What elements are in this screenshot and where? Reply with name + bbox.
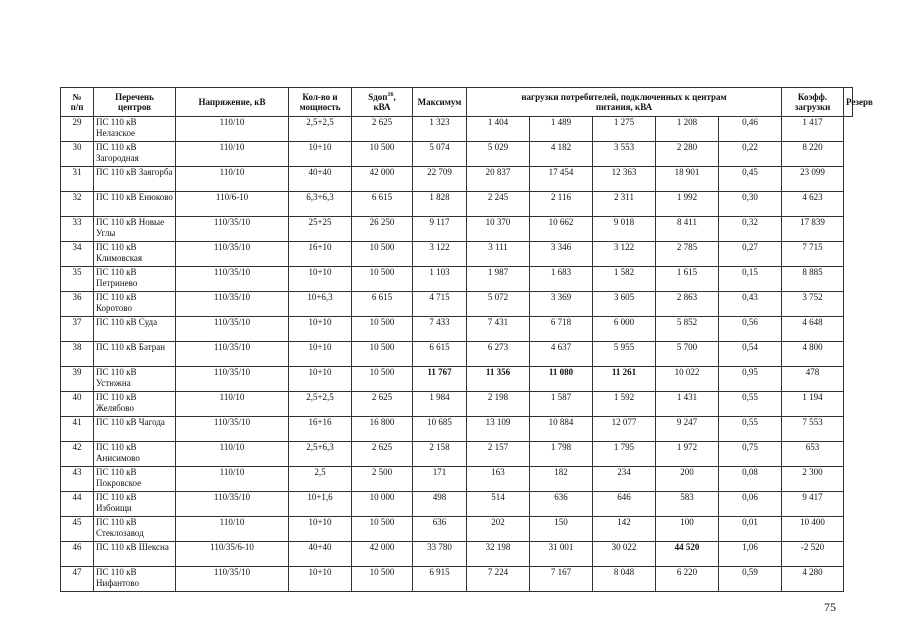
cell-max-load: 22 709 (413, 167, 467, 192)
table-row (61, 467, 853, 492)
cell-voltage: 110/35/10 (176, 417, 289, 442)
cell-max-load: 202 (467, 517, 530, 542)
cell-max-load: 3 605 (593, 292, 656, 317)
cell-sdop: 2 625 (352, 442, 413, 467)
cell-max-load: 2 116 (530, 192, 593, 217)
cell-coef: 0,01 (719, 517, 782, 542)
cell-max-load: 32 198 (467, 542, 530, 567)
cell-max-load: 5 072 (467, 292, 530, 317)
cell-name: ПС 110 кВ Коротово (94, 292, 176, 317)
cell-num: 35 (61, 267, 94, 292)
cell-reserve: 17 839 (782, 217, 844, 242)
cell-max-load: 5 955 (593, 342, 656, 367)
cell-qty-power: 10+6,3 (289, 292, 352, 317)
cell-num: 40 (61, 392, 94, 417)
cell-max-load: 5 029 (467, 142, 530, 167)
cell-max-load: 11 080 (530, 367, 593, 392)
cell-coef: 0,55 (719, 417, 782, 442)
cell-reserve: 3 752 (782, 292, 844, 317)
cell-max-load: 182 (530, 467, 593, 492)
cell-num: 41 (61, 417, 94, 442)
cell-num: 30 (61, 142, 94, 167)
cell-coef: 0,75 (719, 442, 782, 467)
cell-max-load: 2 311 (593, 192, 656, 217)
cell-voltage: 110/35/10 (176, 292, 289, 317)
cell-max-load: 1 683 (530, 267, 593, 292)
cell-sdop: 10 000 (352, 492, 413, 517)
cell-max-load: 2 245 (467, 192, 530, 217)
cell-max-load: 150 (530, 517, 593, 542)
cell-qty-power: 16+16 (289, 417, 352, 442)
cell-max-load: 30 022 (593, 542, 656, 567)
cell-voltage: 110/35/10 (176, 317, 289, 342)
cell-max-load: 11 356 (467, 367, 530, 392)
cell-sdop: 10 500 (352, 342, 413, 367)
cell-qty-power: 40+40 (289, 167, 352, 192)
cell-max-load: 1 984 (413, 392, 467, 417)
table-row (61, 442, 853, 467)
cell-sdop: 16 800 (352, 417, 413, 442)
table-row (61, 517, 853, 542)
cell-sdop: 10 500 (352, 517, 413, 542)
cell-qty-power: 25+25 (289, 217, 352, 242)
cell-coef: 0,56 (719, 317, 782, 342)
cell-sdop: 10 500 (352, 267, 413, 292)
table-row (61, 242, 853, 267)
cell-max-load: 1 592 (593, 392, 656, 417)
cell-max-load: 6 718 (530, 317, 593, 342)
cell-qty-power: 10+1,6 (289, 492, 352, 517)
cell-reserve: 1 194 (782, 392, 844, 417)
cell-max-load: 2 785 (656, 242, 719, 267)
header-voltage: Напряжение, кВ (176, 88, 289, 117)
cell-max-load: 2 863 (656, 292, 719, 317)
cell-max-load: 3 111 (467, 242, 530, 267)
cell-max-load: 1 795 (593, 442, 656, 467)
cell-reserve: 9 417 (782, 492, 844, 517)
header-qty-power: Кол-во и мощность (289, 88, 352, 117)
cell-name: ПС 110 кВ Климовская (94, 242, 176, 267)
header-max-right: нагрузки потребителей, подключенных к центрам питания, кВА (467, 88, 782, 117)
header-num: № п/п (61, 88, 94, 117)
cell-max-load: 1 404 (467, 117, 530, 142)
cell-max-load: 2 280 (656, 142, 719, 167)
cell-name: ПС 110 кВ Енюково (94, 192, 176, 217)
cell-max-load: 20 837 (467, 167, 530, 192)
cell-max-load: 1 323 (413, 117, 467, 142)
cell-qty-power: 16+10 (289, 242, 352, 267)
cell-reserve: -2 520 (782, 542, 844, 567)
cell-max-load: 234 (593, 467, 656, 492)
cell-qty-power: 10+10 (289, 267, 352, 292)
cell-num: 32 (61, 192, 94, 217)
cell-max-load: 11 767 (413, 367, 467, 392)
table-row (61, 342, 853, 367)
cell-max-load: 3 346 (530, 242, 593, 267)
cell-reserve: 8 885 (782, 267, 844, 292)
cell-name: ПС 110 кВ Новые Углы (94, 217, 176, 242)
table-row (61, 417, 853, 442)
cell-name: ПС 110 кВ Загородная (94, 142, 176, 167)
cell-qty-power: 10+10 (289, 342, 352, 367)
cell-coef: 0,22 (719, 142, 782, 167)
cell-name: ПС 110 кВ Стеклозавод (94, 517, 176, 542)
cell-reserve: 8 220 (782, 142, 844, 167)
cell-coef: 0,15 (719, 267, 782, 292)
cell-voltage: 110/10 (176, 167, 289, 192)
cell-reserve: 7 715 (782, 242, 844, 267)
cell-qty-power: 2,5 (289, 467, 352, 492)
cell-max-load: 4 637 (530, 342, 593, 367)
table-row (61, 117, 853, 142)
cell-max-load: 7 433 (413, 317, 467, 342)
cell-max-load: 8 048 (593, 567, 656, 592)
table-row (61, 167, 853, 192)
cell-max-load: 18 901 (656, 167, 719, 192)
cell-max-load: 171 (413, 467, 467, 492)
cell-voltage: 110/10 (176, 442, 289, 467)
table-row (61, 492, 853, 517)
cell-coef: 0,08 (719, 467, 782, 492)
cell-max-load: 1 615 (656, 267, 719, 292)
cell-max-load: 583 (656, 492, 719, 517)
cell-max-load: 1 103 (413, 267, 467, 292)
cell-num: 34 (61, 242, 94, 267)
cell-num: 43 (61, 467, 94, 492)
cell-name: ПС 110 кВ Анисимово (94, 442, 176, 467)
cell-sdop: 2 625 (352, 117, 413, 142)
cell-sdop: 10 500 (352, 317, 413, 342)
cell-reserve: 4 280 (782, 567, 844, 592)
cell-coef: 0,46 (719, 117, 782, 142)
cell-max-load: 6 273 (467, 342, 530, 367)
cell-qty-power: 10+10 (289, 567, 352, 592)
cell-qty-power: 10+10 (289, 317, 352, 342)
cell-max-load: 9 247 (656, 417, 719, 442)
table-header-row (61, 88, 853, 117)
table-row (61, 542, 853, 567)
cell-num: 46 (61, 542, 94, 567)
cell-max-load: 646 (593, 492, 656, 517)
cell-coef: 0,27 (719, 242, 782, 267)
cell-voltage: 110/35/10 (176, 492, 289, 517)
cell-sdop: 2 500 (352, 467, 413, 492)
cell-reserve: 7 553 (782, 417, 844, 442)
cell-max-load: 5 074 (413, 142, 467, 167)
cell-reserve: 23 099 (782, 167, 844, 192)
cell-num: 42 (61, 442, 94, 467)
cell-reserve: 1 417 (782, 117, 844, 142)
table-body (61, 117, 853, 592)
cell-max-load: 7 431 (467, 317, 530, 342)
cell-max-load: 5 852 (656, 317, 719, 342)
cell-name: ПС 110 кВ Заягорба (94, 167, 176, 192)
cell-max-load: 514 (467, 492, 530, 517)
cell-reserve: 4 648 (782, 317, 844, 342)
table-row (61, 367, 853, 392)
cell-max-load: 1 972 (656, 442, 719, 467)
cell-voltage: 110/35/10 (176, 242, 289, 267)
cell-max-load: 31 001 (530, 542, 593, 567)
cell-voltage: 110/35/10 (176, 567, 289, 592)
cell-qty-power: 10+10 (289, 517, 352, 542)
cell-reserve: 653 (782, 442, 844, 467)
cell-max-load: 9 018 (593, 217, 656, 242)
cell-max-load: 100 (656, 517, 719, 542)
cell-qty-power: 2,5+2,5 (289, 117, 352, 142)
cell-num: 47 (61, 567, 94, 592)
cell-max-load: 7 167 (530, 567, 593, 592)
cell-sdop: 42 000 (352, 167, 413, 192)
cell-max-load: 4 182 (530, 142, 593, 167)
cell-name: ПС 110 кВ Суда (94, 317, 176, 342)
cell-max-load: 12 077 (593, 417, 656, 442)
cell-max-load: 636 (413, 517, 467, 542)
cell-name: ПС 110 кВ Нелазское (94, 117, 176, 142)
table-row (61, 192, 853, 217)
cell-max-load: 1 587 (530, 392, 593, 417)
cell-max-load: 11 261 (593, 367, 656, 392)
cell-sdop: 42 000 (352, 542, 413, 567)
cell-max-load: 1 208 (656, 117, 719, 142)
cell-max-load: 6 220 (656, 567, 719, 592)
cell-name: ПС 110 кВ Шексна (94, 542, 176, 567)
cell-coef: 0,59 (719, 567, 782, 592)
cell-max-load: 3 553 (593, 142, 656, 167)
cell-max-load: 10 370 (467, 217, 530, 242)
cell-sdop: 6 615 (352, 192, 413, 217)
cell-name: ПС 110 кВ Петринево (94, 267, 176, 292)
cell-num: 39 (61, 367, 94, 392)
cell-max-load: 2 157 (467, 442, 530, 467)
cell-max-load: 1 431 (656, 392, 719, 417)
cell-num: 38 (61, 342, 94, 367)
table-row (61, 267, 853, 292)
cell-max-load: 7 224 (467, 567, 530, 592)
cell-name: ПС 110 кВ Нифантово (94, 567, 176, 592)
cell-name: ПС 110 кВ Избоищи (94, 492, 176, 517)
cell-max-load: 6 000 (593, 317, 656, 342)
cell-max-load: 10 685 (413, 417, 467, 442)
cell-num: 33 (61, 217, 94, 242)
cell-max-load: 1 798 (530, 442, 593, 467)
cell-max-load: 6 615 (413, 342, 467, 367)
table-row (61, 217, 853, 242)
cell-num: 29 (61, 117, 94, 142)
cell-reserve: 4 623 (782, 192, 844, 217)
cell-name: ПС 110 кВ Покровское (94, 467, 176, 492)
cell-num: 31 (61, 167, 94, 192)
cell-sdop: 2 625 (352, 392, 413, 417)
cell-voltage: 110/10 (176, 467, 289, 492)
cell-max-load: 3 122 (593, 242, 656, 267)
cell-reserve: 478 (782, 367, 844, 392)
cell-max-load: 10 884 (530, 417, 593, 442)
cell-name: ПС 110 кВ Устюжна (94, 367, 176, 392)
cell-sdop: 10 500 (352, 567, 413, 592)
cell-sdop: 26 250 (352, 217, 413, 242)
cell-max-load: 142 (593, 517, 656, 542)
cell-voltage: 110/10 (176, 392, 289, 417)
header-name: Перечень центров (94, 88, 176, 117)
page-number: 75 (824, 600, 836, 614)
cell-name: ПС 110 кВ Чагода (94, 417, 176, 442)
cell-max-load: 12 363 (593, 167, 656, 192)
cell-qty-power: 10+10 (289, 367, 352, 392)
cell-max-load: 1 275 (593, 117, 656, 142)
table-row (61, 567, 853, 592)
cell-sdop: 10 500 (352, 242, 413, 267)
cell-max-load: 9 117 (413, 217, 467, 242)
cell-name: ПС 110 кВ Желябово (94, 392, 176, 417)
cell-voltage: 110/35/6-10 (176, 542, 289, 567)
cell-reserve: 2 300 (782, 467, 844, 492)
cell-qty-power: 2,5+2,5 (289, 392, 352, 417)
cell-qty-power: 2,5+6,3 (289, 442, 352, 467)
cell-voltage: 110/10 (176, 117, 289, 142)
cell-reserve: 10 400 (782, 517, 844, 542)
cell-sdop: 10 500 (352, 142, 413, 167)
header-reserve: Резерв (844, 88, 853, 117)
cell-qty-power: 40+40 (289, 542, 352, 567)
header-coef: Коэфф. загрузки (782, 88, 844, 117)
cell-max-load: 636 (530, 492, 593, 517)
header-max-left: Максимум (413, 88, 467, 117)
cell-max-load: 33 780 (413, 542, 467, 567)
cell-max-load: 44 520 (656, 542, 719, 567)
cell-voltage: 110/35/10 (176, 217, 289, 242)
cell-qty-power: 6,3+6,3 (289, 192, 352, 217)
cell-name: ПС 110 кВ Батран (94, 342, 176, 367)
table-row (61, 317, 853, 342)
cell-sdop: 10 500 (352, 367, 413, 392)
substation-load-table (60, 87, 873, 592)
cell-reserve: 4 800 (782, 342, 844, 367)
table-row (61, 142, 853, 167)
cell-max-load: 10 662 (530, 217, 593, 242)
cell-coef: 0,54 (719, 342, 782, 367)
cell-max-load: 498 (413, 492, 467, 517)
cell-max-load: 163 (467, 467, 530, 492)
cell-coef: 0,30 (719, 192, 782, 217)
cell-voltage: 110/35/10 (176, 342, 289, 367)
cell-max-load: 3 369 (530, 292, 593, 317)
cell-coef: 0,32 (719, 217, 782, 242)
cell-coef: 0,06 (719, 492, 782, 517)
cell-max-load: 1 489 (530, 117, 593, 142)
cell-max-load: 1 992 (656, 192, 719, 217)
cell-qty-power: 10+10 (289, 142, 352, 167)
cell-max-load: 1 582 (593, 267, 656, 292)
cell-max-load: 2 198 (467, 392, 530, 417)
cell-coef: 0,43 (719, 292, 782, 317)
cell-num: 44 (61, 492, 94, 517)
table-row (61, 392, 853, 417)
cell-voltage: 110/10 (176, 517, 289, 542)
cell-voltage: 110/35/10 (176, 267, 289, 292)
cell-max-load: 5 700 (656, 342, 719, 367)
cell-num: 36 (61, 292, 94, 317)
cell-voltage: 110/35/10 (176, 367, 289, 392)
cell-max-load: 3 122 (413, 242, 467, 267)
cell-max-load: 10 022 (656, 367, 719, 392)
cell-max-load: 8 411 (656, 217, 719, 242)
cell-max-load: 200 (656, 467, 719, 492)
cell-max-load: 13 109 (467, 417, 530, 442)
cell-max-load: 4 715 (413, 292, 467, 317)
cell-sdop: 6 615 (352, 292, 413, 317)
cell-max-load: 1 828 (413, 192, 467, 217)
cell-voltage: 110/10 (176, 142, 289, 167)
header-sdop: Sдоп$^{16}$, кВА (352, 88, 413, 117)
cell-max-load: 6 915 (413, 567, 467, 592)
cell-max-load: 17 454 (530, 167, 593, 192)
cell-num: 37 (61, 317, 94, 342)
cell-coef: 0,45 (719, 167, 782, 192)
cell-max-load: 2 158 (413, 442, 467, 467)
table-row (61, 292, 853, 317)
cell-coef: 0,55 (719, 392, 782, 417)
cell-coef: 1,06 (719, 542, 782, 567)
cell-max-load: 1 987 (467, 267, 530, 292)
cell-coef: 0,95 (719, 367, 782, 392)
cell-voltage: 110/6-10 (176, 192, 289, 217)
cell-num: 45 (61, 517, 94, 542)
